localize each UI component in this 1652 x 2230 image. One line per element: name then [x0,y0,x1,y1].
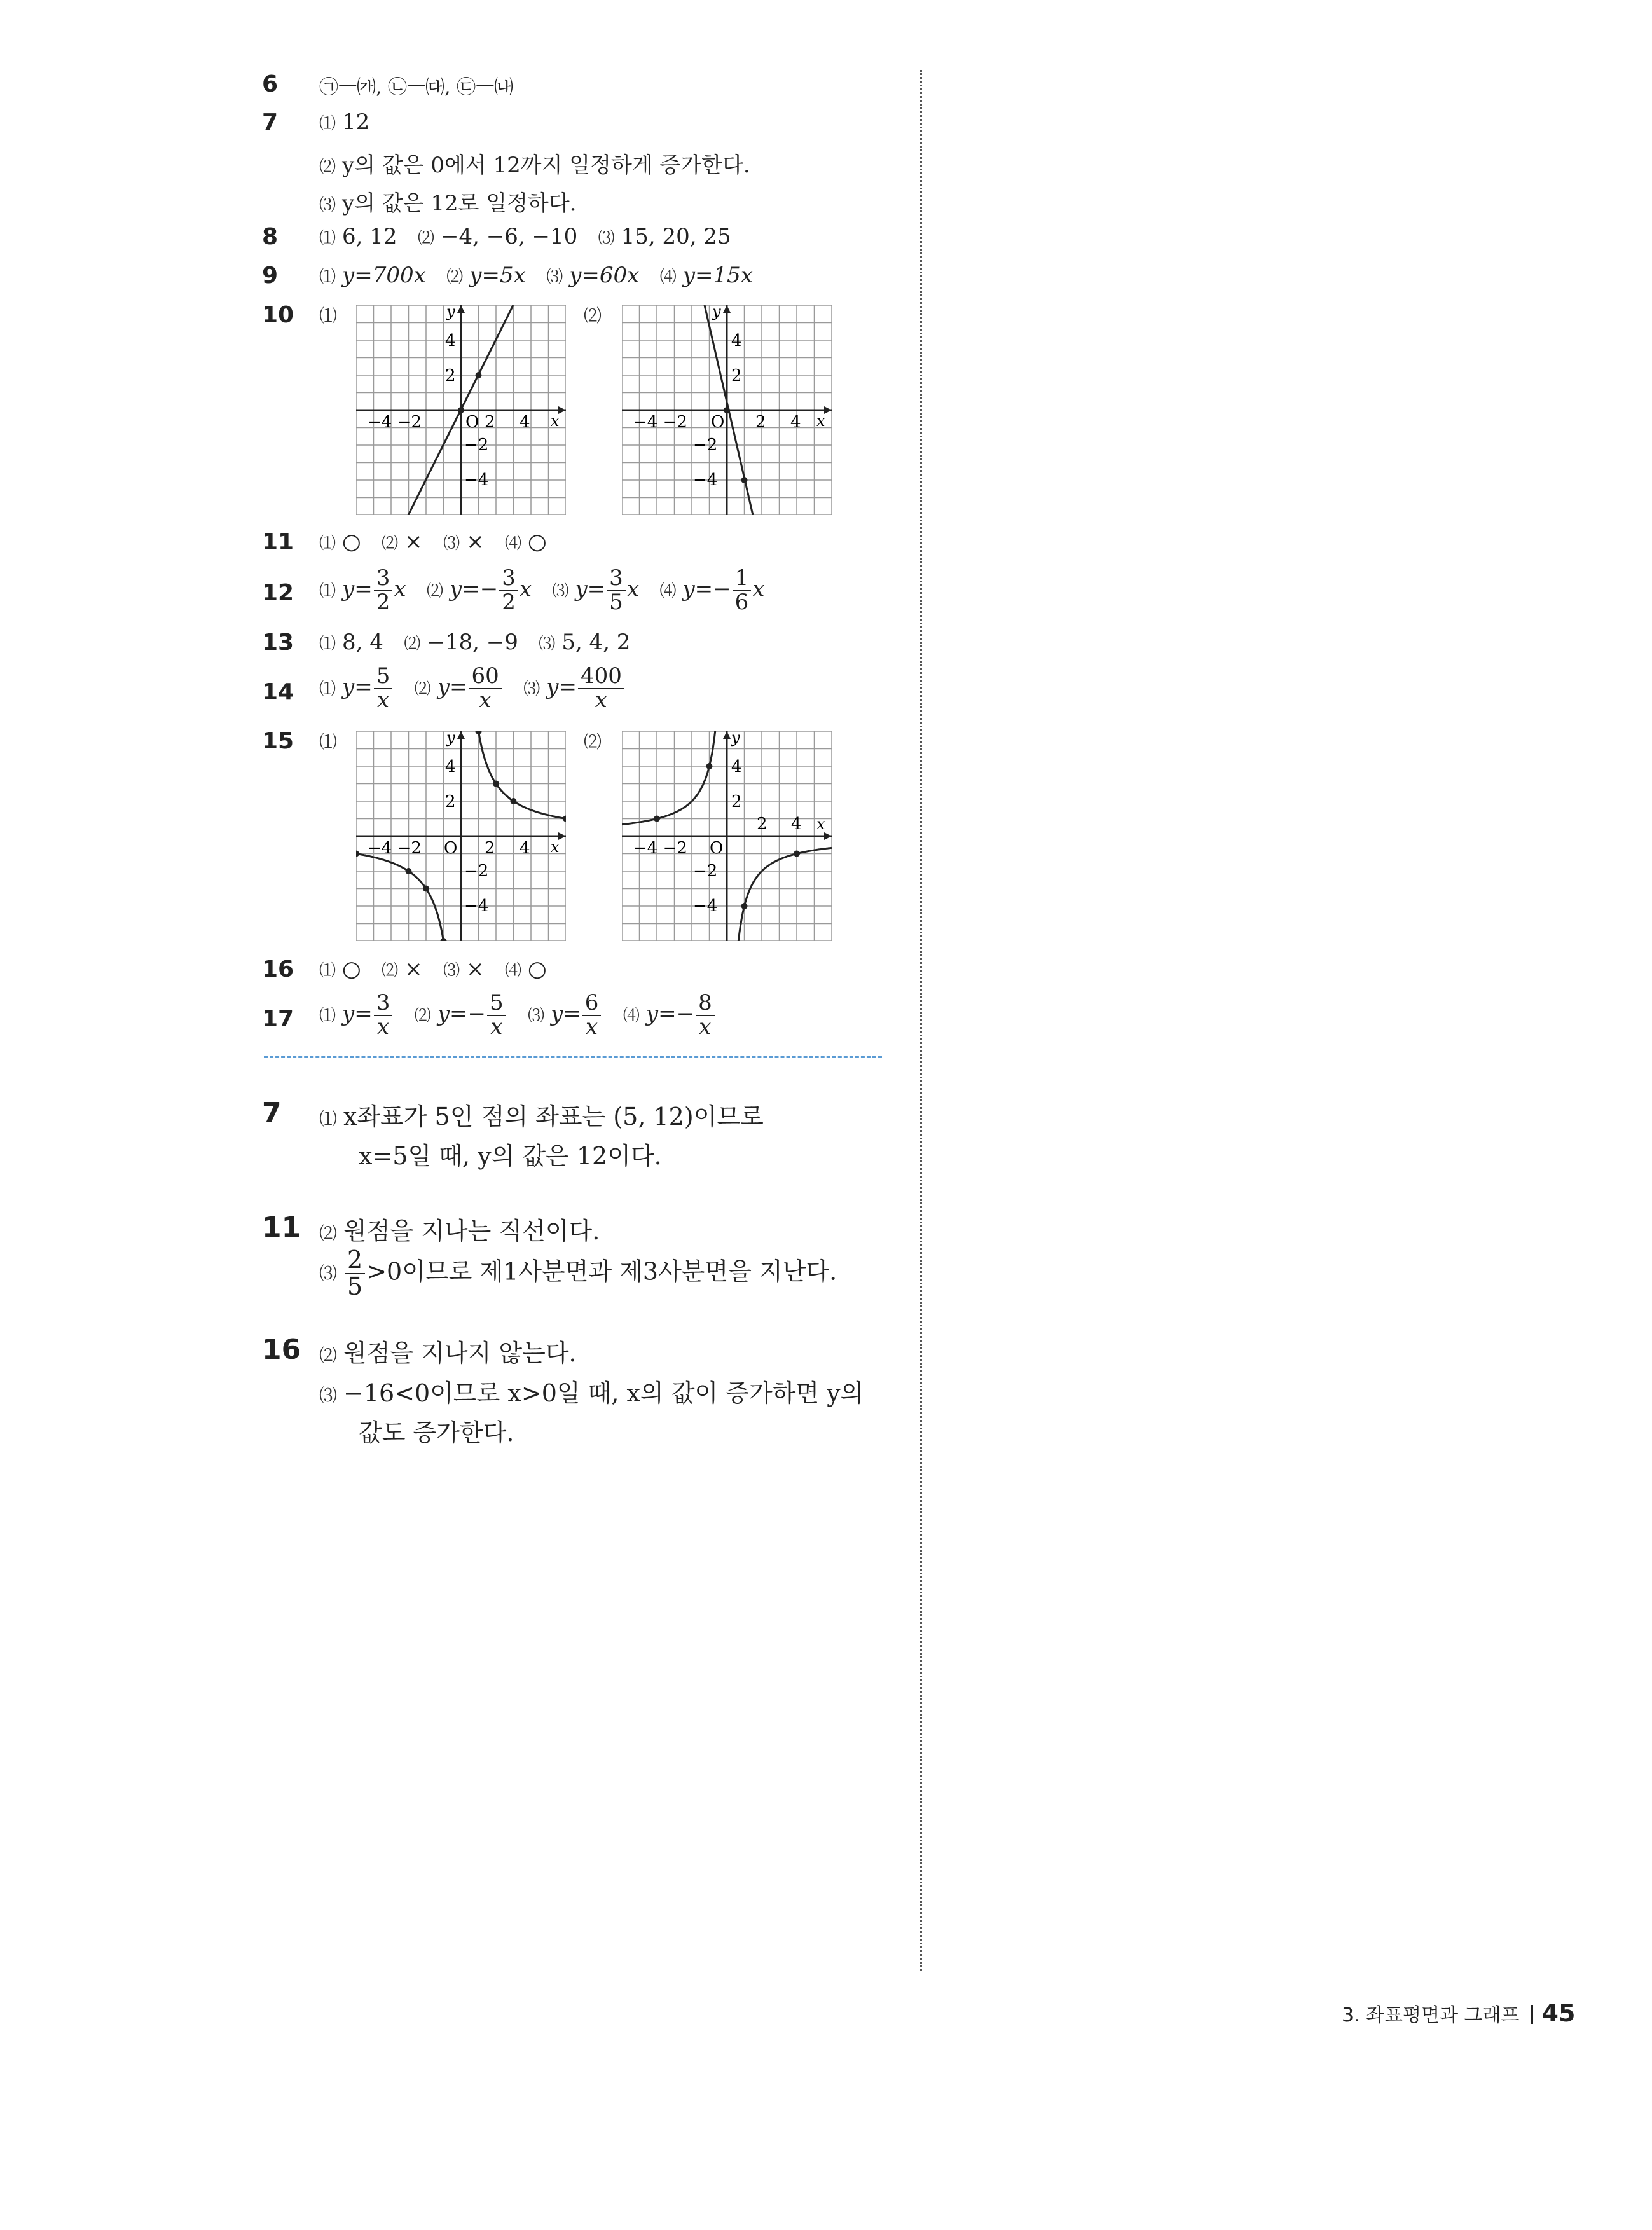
explanation-text: x좌표가 5인 점의 좌표는 (5, 12)이므로 [343,1103,764,1131]
numerator: 5 [487,992,506,1016]
fraction [469,665,502,712]
explanation-number: 11 [262,1211,301,1244]
answer-line [319,956,547,982]
sub-label: ⑶ [552,581,569,601]
equation-part: y= [342,674,373,700]
answer-text: y의 값은 12로 일정하다. [342,191,577,216]
answer-text: y=5x [469,263,526,288]
sub-label: ⑵ [319,1345,338,1366]
tick-label: −2 [693,862,718,881]
column-divider [920,70,922,1971]
denominator: 5 [347,1272,363,1300]
tick-label: 2 [757,815,767,834]
fraction [487,992,506,1038]
tick-label: 2 [731,366,742,385]
equation-part: x [752,576,765,602]
explanation-line: x=5일 때, y의 값은 12이다. [359,1142,662,1170]
answer-text: × [404,529,423,554]
sub-label: ⑴ [319,635,336,654]
answer-text: 8, 4 [342,630,383,655]
sub-label: ⑷ [659,268,677,287]
equation-part: y=− [645,1001,695,1027]
tick-label: 4 [731,331,742,350]
answer-line [319,263,753,288]
answer-text: y=15x [682,263,753,288]
answer-line [319,630,630,655]
numerator: 3 [499,567,518,591]
fraction [374,665,393,712]
sub-label: ⑴ [319,1108,338,1129]
x-label: x [816,815,825,833]
fraction [374,992,393,1038]
equation-part: y= [342,1001,373,1027]
sub-label: ⑵ [319,1223,338,1244]
question-number: 17 [262,1006,294,1032]
fraction [499,567,518,614]
explanation-text: −16<0이므로 x>0일 때, x의 값이 증가하면 y의 [343,1379,864,1407]
origin-label: O [711,413,725,432]
hyperbola-branch [734,848,832,941]
sub-label: ⑴ [319,731,338,752]
tick-label: −4 −2 [368,839,422,858]
point [493,781,499,787]
tick-label: −4 −2 [633,413,687,432]
tick-label: −4 −2 [368,413,422,432]
tick-label: 4 [791,815,802,834]
sub-label: ⑶ [546,268,563,287]
explanation-number: 16 [262,1333,301,1366]
fraction [374,567,393,614]
sub-label: ⑷ [505,961,522,981]
tick-label: −2 [464,436,489,455]
numerator: 400 [578,665,624,689]
answer-text: ○ [342,529,361,554]
arrow-icon [457,305,465,313]
point [441,938,447,941]
answer-text: 6, 12 [342,224,397,249]
sub-label: ⑷ [505,534,522,553]
point [458,407,464,413]
answer-text: ○ [528,956,547,982]
answer-text: ○ [342,956,361,982]
equation-part: y=− [437,1001,486,1027]
point [724,407,730,413]
tick-label: 4 [520,413,530,432]
section-divider [264,1056,882,1058]
numerator: 8 [696,992,715,1016]
arrow-icon [558,406,566,414]
sub-label: ⑴ [319,581,336,601]
sub-label: ⑴ [319,679,336,699]
page-footer [1342,1999,1575,2027]
point [356,851,359,857]
answer-text: 5, 4, 2 [561,630,631,655]
sub-label: ⑷ [623,1006,640,1026]
denominator: x [490,1014,503,1040]
point [741,477,748,483]
tick-label: 2 [731,792,742,811]
equation-part: y= [342,576,373,602]
tick-label: 4 [520,839,530,858]
answer-line [319,109,369,135]
tick-label: 2 [485,839,495,858]
explanation-line: 값도 증가한다. [359,1419,514,1447]
sub-label: ⑵ [417,229,434,248]
sub-label: ⑷ [659,581,677,601]
tick-label: −4 −2 [633,839,687,858]
numerator: 3 [374,567,393,591]
answer-line [319,529,547,554]
sub-label: ⑶ [523,679,540,699]
sub-label: ⑴ [319,268,336,287]
fraction [582,992,602,1038]
page-number: 45 [1541,1999,1576,2027]
x-label: x [551,838,560,856]
sub-label: ⑴ [319,534,336,553]
numerator: 6 [582,992,602,1016]
numerator: 1 [733,567,752,591]
explanation-line [319,1097,764,1132]
tick-label: −2 [693,436,718,455]
denominator: 6 [734,589,749,615]
x-label: x [816,412,825,430]
tick-label: −4 [693,471,718,490]
arrow-icon [723,731,731,739]
answer-line [319,992,716,1038]
question-number: 8 [262,224,279,250]
answer-line [319,148,750,179]
point [563,816,566,822]
denominator: x [479,687,492,713]
explanation-line [319,1373,864,1408]
explanation-line [319,1333,577,1368]
numerator: 3 [374,992,393,1016]
arrow-icon [824,406,832,414]
point [654,816,660,822]
question-number: 12 [262,580,294,606]
point [476,372,482,378]
sub-label: ⑵ [414,679,431,699]
sub-label: ⑴ [319,305,338,326]
tick-label: −2 [464,862,489,881]
arrow-icon [824,832,832,840]
fraction [696,992,715,1038]
origin-label: O [465,413,479,432]
denominator: x [595,687,607,713]
sub-label: ⑶ [528,1006,545,1026]
graph-15-2 [622,731,832,941]
denominator: x [699,1014,712,1040]
point [406,868,412,874]
question-number: 11 [262,529,294,555]
graph-15-1 [356,731,566,941]
hyperbola-branch [622,731,719,825]
graph-10-1 [356,305,566,515]
answer-text: × [466,956,485,982]
answer-text: y=60x [569,263,640,288]
sub-label: ⑶ [598,229,615,248]
tick-label: 2 [485,413,495,432]
answer-text: ㉠ㅡ㈎, ㉡ㅡ㈐, ㉢ㅡ㈏ [319,76,514,99]
sub-label: ⑶ [319,1385,338,1406]
numerator: 5 [374,665,393,689]
numerator: 3 [607,567,626,591]
tick-label: −4 [464,897,489,916]
explanation-line [319,1248,837,1300]
equation-part: y= [437,674,468,700]
question-number: 15 [262,728,294,754]
sub-label: ⑵ [584,731,602,752]
explanation-text: >0이므로 제1사분면과 제3사분면을 지난다. [366,1257,837,1286]
denominator: 5 [609,589,623,615]
answer-line [319,665,626,712]
y-label: y [446,731,455,747]
answer-text: −18, −9 [427,630,518,655]
explanation-line [319,1211,600,1246]
point [423,886,429,892]
answer-line [319,186,576,217]
question-number: 16 [262,956,294,982]
fraction [345,1248,365,1300]
answer-text: 12 [342,109,370,135]
answer-text: 15, 20, 25 [621,224,731,249]
equation-part: y=− [682,576,731,602]
sub-label: ⑶ [443,961,460,981]
fraction [578,665,624,712]
answer-line [319,567,764,614]
question-number: 7 [262,109,279,135]
tick-label: 2 [445,366,456,385]
point [706,763,713,769]
denominator: x [586,1014,598,1040]
sub-label: ⑵ [426,581,443,601]
sub-label: ⑴ [319,1006,336,1026]
y-label: y [446,305,455,320]
explanation-text: 원점을 지나는 직선이다. [343,1217,600,1245]
sub-label: ⑶ [443,534,460,553]
question-number: 10 [262,302,294,328]
numerator: 60 [469,665,502,689]
equation-part: x [394,576,406,602]
footer-divider [1531,2005,1533,2024]
hyperbola-branch [356,854,452,942]
tick-label: −4 [693,897,718,916]
sub-label: ⑴ [319,114,336,134]
explanation-number: 7 [262,1097,282,1129]
denominator: x [376,687,390,713]
question-number: 14 [262,679,294,705]
tick-label: −4 [464,471,489,490]
sub-label: ⑴ [319,961,336,981]
sub-label: ⑶ [539,635,556,654]
tick-label: 4 [445,757,456,776]
sub-label: ⑵ [584,305,602,326]
denominator: 2 [502,589,516,615]
question-number: 9 [262,263,279,289]
tick-label: 4 [731,757,742,776]
numerator: 2 [345,1248,365,1274]
answer-text: × [404,956,423,982]
equation-part: x [519,576,532,602]
equation-part: y=− [450,576,499,602]
question-number: 13 [262,630,294,656]
arrow-icon [558,832,566,840]
y-label: y [712,305,721,320]
tick-label: 2 [755,413,766,432]
sub-label: ⑵ [319,158,336,177]
arrow-icon [457,731,465,739]
sub-label: ⑵ [382,961,399,981]
point [511,798,517,804]
tick-label: 4 [445,331,456,350]
equation-part: y= [551,1001,581,1027]
answer-text: × [466,529,485,554]
denominator: 2 [376,589,390,615]
equation-part: y= [546,674,577,700]
sub-label: ⑵ [414,1006,431,1026]
sub-label: ⑶ [319,1263,338,1284]
y-label: y [731,731,740,747]
sub-label: ⑶ [319,196,336,215]
answer-line [319,224,731,249]
chapter-title: 3. 좌표평면과 그래프 [1342,2004,1520,2027]
hyperbola-branch [470,731,566,819]
fraction [733,567,752,614]
answer-text: y의 값은 0에서 12까지 일정하게 증가한다. [342,153,750,178]
sub-label: ⑵ [404,635,421,654]
tick-label: 4 [790,413,801,432]
sub-label: ⑵ [446,268,464,287]
graph-10-2 [622,305,832,515]
point [476,731,482,734]
origin-label: O [444,839,458,858]
fraction [607,567,626,614]
tick-label: 2 [445,792,456,811]
answer-text: −4, −6, −10 [440,224,578,249]
point [794,851,800,857]
sub-label: ⑴ [319,229,336,248]
answer-text: ○ [528,529,547,554]
arrow-icon [723,305,731,313]
equation-part: y= [575,576,606,602]
explanation-text: 원점을 지나지 않는다. [343,1339,577,1367]
x-label: x [551,412,560,430]
question-number: 6 [262,71,279,97]
denominator: x [376,1014,390,1040]
equation-part: x [626,576,639,602]
origin-label: O [710,839,724,858]
sub-label: ⑵ [382,534,399,553]
answer-text: y=700x [342,263,426,288]
point [741,903,748,909]
